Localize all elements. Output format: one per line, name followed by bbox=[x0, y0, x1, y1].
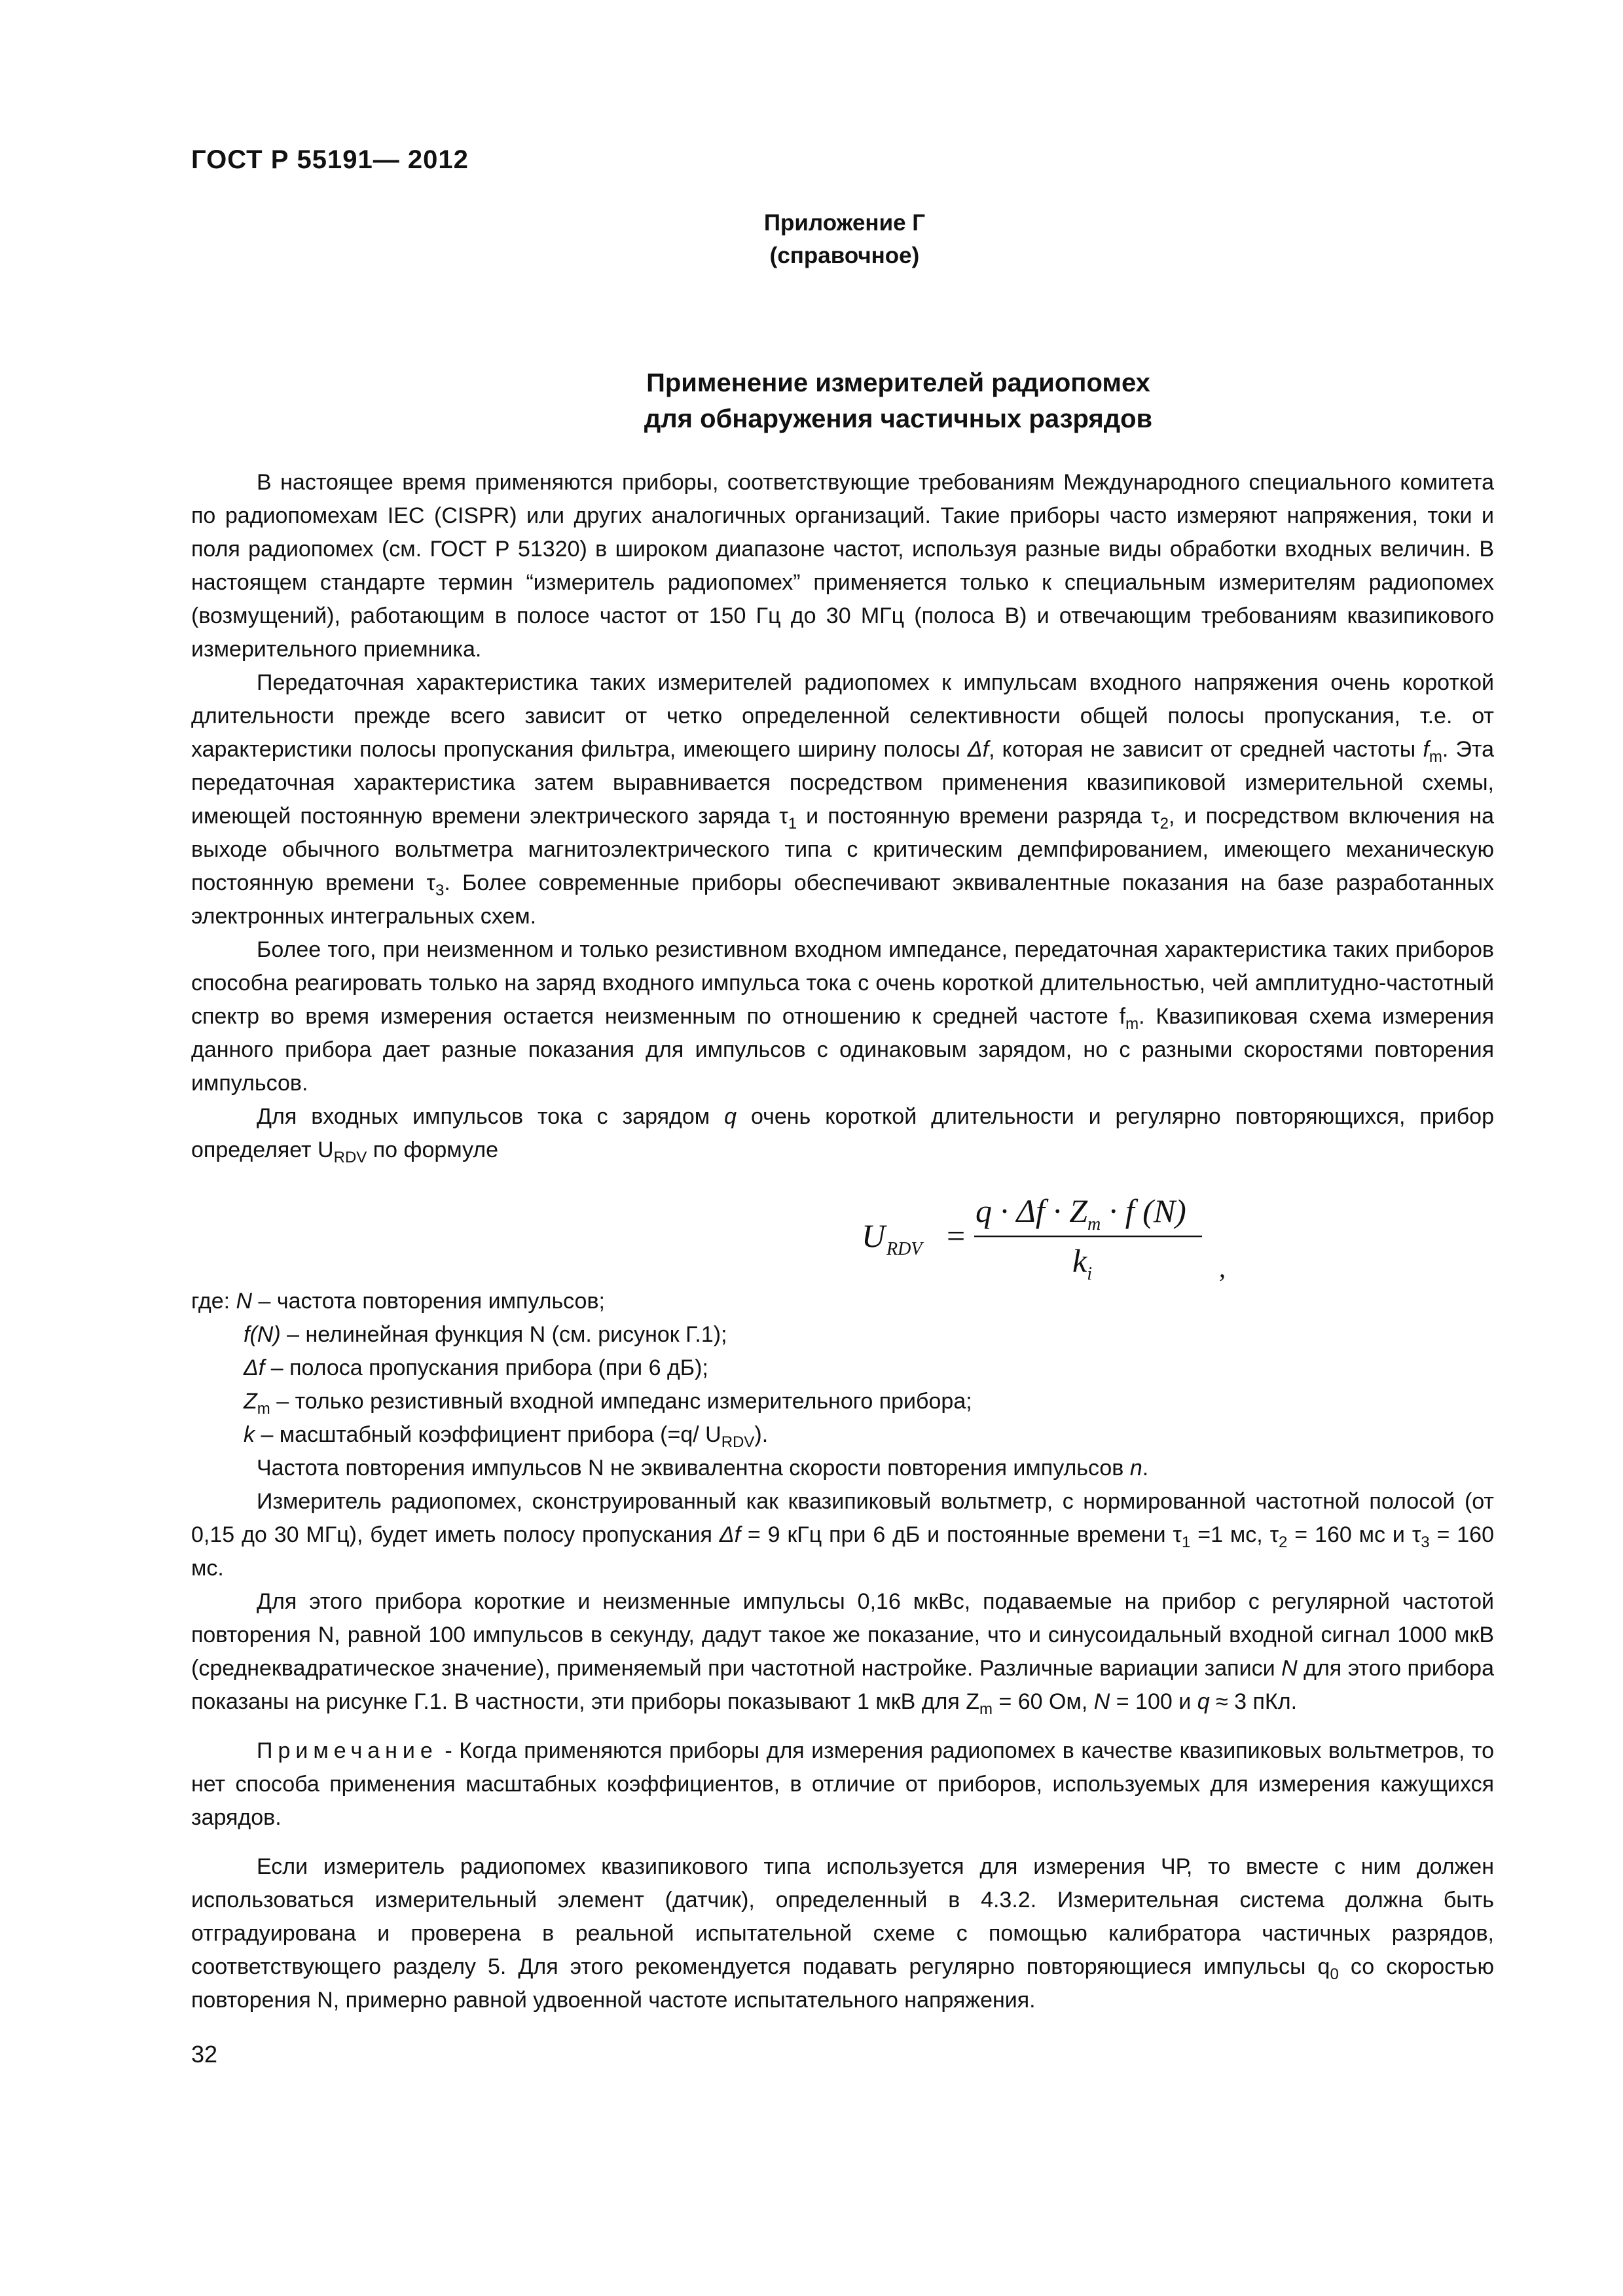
formula-lhs: U bbox=[862, 1217, 886, 1254]
formula-comma: , bbox=[1219, 1253, 1226, 1283]
paragraph-3: Более того, при неизменном и только резистивном входном импедансе, передаточная характеристика таких приборов способна реагировать только на заряд входного импульса тока с очень короткой длительностью, чей амплитудно-частотный спектр во время измерения остается неизменным по отношению к средней частоте $f_m$. Квазипиковая схема измерения данного прибора дает разные показания для импульсов с одинаковым зарядом, но с разными скоростями повторения импульсов. bbox=[191, 937, 1494, 1096]
appendix-label: Приложение Г bbox=[763, 210, 926, 236]
paragraph-5: Частота повторения импульсов N не эквивалентна скорости повторения импульсов n. bbox=[257, 1456, 1149, 1480]
appendix-title bbox=[453, 365, 1343, 437]
where-intro: где: N – частота повторения импульсов; bbox=[191, 1289, 605, 1314]
paragraph-8: Если измеритель радиопомех квазипикового типа используется для измерения ЧР, то вместе с ним должен использоваться измерительный элемент (датчик), определенный в 4.3.2. Измерительная система должна быть отградуирована и проверена в реальной испытательной схеме с помощью калибратора частичных разрядов, соответствующего разделу 5. Для этого рекомендуется подавать регулярно повторяющиеся импульсы $q_0$ со скоростью повторения N, примерно равной удвоенной частоте испытательного напряжения. bbox=[191, 1854, 1494, 2013]
formula bbox=[191, 1167, 1494, 1285]
where-item-fn: f(N) – нелинейная функция N (см. рисунок Г.1); bbox=[244, 1322, 727, 1347]
page-number: 32 bbox=[191, 2041, 218, 2068]
where-item-bandwidth: Δf – полоса пропускания прибора (при 6 дБ); bbox=[244, 1355, 708, 1380]
paragraph-4: Для входных импульсов тока с зарядом q очень короткой длительности и регулярно повторяющихся, прибор определяет $U_{RDV}$ по формуле bbox=[191, 1104, 1494, 1166]
paragraph-7: Для этого прибора короткие и неизменные импульсы 0,16 мкВс, подаваемые на прибор с регулярной частотой повторения N, равной 100 импульсов в секунду, дадут такое же показание, что и синусоидальный входной сигнал 1000 мкВ (среднеквадратическое значение), применяемый при частотной настройке. Различные вариации записи N для этого прибора показаны на рисунке Г.1. В частности, эти приборы показывают 1 мкВ для $Z_m = 60$ Ом, N = 100 и q ≈ 3 пКл. bbox=[191, 1589, 1494, 1718]
standard-header: ГОСТ Р 55191— 2012 bbox=[191, 145, 469, 174]
title-line-2: для обнаружения частичных разрядов bbox=[644, 404, 1153, 433]
appendix-type: (справочное) bbox=[769, 243, 920, 268]
formula-lhs-sub: RDV bbox=[886, 1239, 922, 1259]
formula-denominator: $k_i$ bbox=[1072, 1242, 1092, 1284]
paragraph-1: В настоящее время применяются приборы, соответствующие требованиям Международного специального комитета по радиопомехам IEC (CISPR) или других аналогичных организаций. Такие приборы часто измеряют напряжения, токи и поля радиопомех (см. ГОСТ Р 51320) в широком диапазоне частот, используя разные виды обработки входных величин. В настоящем стандарте термин “измеритель радиопомех” применяется только к специальным измерителям радиопомех (возмущений), работающим в полосе частот от 150 Гц до 30 МГц (полоса В) и отвечающим требованиям квазипикового измерительного приемника. bbox=[191, 470, 1494, 662]
formula-numerator: $q \cdot \Delta f \cdot Z_m \cdot f$ (N) bbox=[976, 1193, 1186, 1234]
paragraph-2: Передаточная характеристика таких измерителей радиопомех к импульсам входного напряжения очень короткой длительности прежде всего зависит от четко определенной селективности общей полосы пропускания, т.е. от характеристики полосы пропускания фильтра, имеющего ширину полосы Δf, которая не зависит от средней частоты $f_m$. Эта передаточная характеристика затем выравнивается посредством применения квазипиковой измерительной схемы, имеющей постоянную времени электрического заряда $\tau_1$ и постоянную времени разряда $\tau_2$, и посредством включения на выходе обычного вольтметра магнитоэлектрического типа с критическим демпфированием, имеющего механическую постоянную времени $\tau_3$. Более современные приборы обеспечивают эквивалентные показания на базе разработанных электронных интегральных схем. bbox=[191, 670, 1495, 929]
where-item-scale: k – масштабный коэффициент прибора (=q/ $U_{RDV}$). bbox=[244, 1422, 769, 1451]
note-paragraph: Примечание - Когда применяются приборы для измерения радиопомех в качестве квазипиковых вольтметров, то нет способа применения масштабных коэффициентов, в отличие от приборов, используемых для измерения кажущихся зарядов. bbox=[191, 1738, 1494, 1830]
title-line-1: Применение измерителей радиопомех bbox=[646, 368, 1150, 397]
formula-graphic bbox=[657, 1167, 1247, 1285]
appendix-heading bbox=[720, 207, 969, 272]
body-text-upper bbox=[191, 466, 1494, 2017]
where-item-impedance: $Z_m$ – только резистивный входной импеданс измерительного прибора; bbox=[244, 1389, 972, 1418]
paragraph-6: Измеритель радиопомех, сконструированный как квазипиковый вольтметр, с нормированной частотной полосой (от 0,15 до 30 МГц), будет иметь полосу пропускания Δf = 9 кГц при 6 дБ и постоянные времени $\tau_1 =1$ мс, $\tau_2 = 160$ мс и $\tau_3 = 160$ мс. bbox=[191, 1489, 1494, 1581]
note-label: Примечание bbox=[257, 1738, 438, 1763]
formula-equals: = bbox=[947, 1217, 966, 1254]
